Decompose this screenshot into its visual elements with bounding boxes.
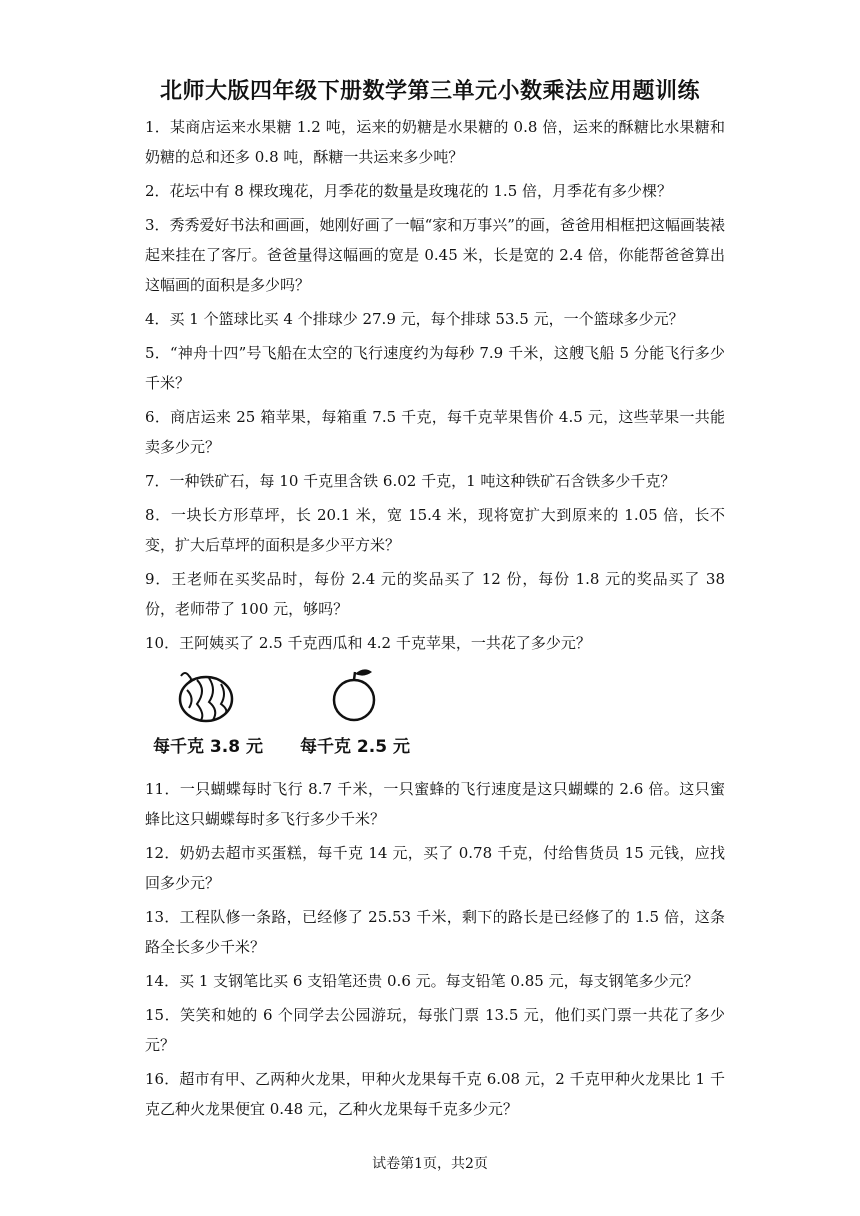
page-title: 北师大版四年级下册数学第三单元小数乘法应用题训练 [159,79,700,104]
question-2: 2．花坛中有 8 棵玫瑰花，月季花的数量是玫瑰花的 1.5 倍，月季花有多少棵？ [145,182,673,200]
question-15: 15．笑笑和她的 6 个同学去公园游玩，每张门票 13.5 元，他们买门票一共花了多少元？ [145,1006,725,1054]
apple-price-label: 每千克 2.5 元 [300,737,410,757]
question-4: 4．买 1 个篮球比买 4 个排球少 27.9 元，每个排球 53.5 元，一个篮球多少元？ [145,310,684,328]
apple-icon [330,666,380,726]
page-footer: 试卷第1页，共2页 [372,1156,488,1172]
question-14: 14．买 1 支钢笔比买 6 支铅笔还贵 0.6 元。每支铅笔 0.85 元，每支钢笔多少元？ [145,972,699,990]
question-13: 13．工程队修一条路，已经修了 25.53 千米，剩下的路长是已经修了的 1.5 倍，这条路全长多少千米？ [145,908,725,956]
question-list [145,112,725,1128]
question-3: 3．秀秀爱好书法和画画，她刚好画了一幅“家和万事兴”的画，爸爸用相框把这幅画装裱起来挂在了客厅。爸爸量得这幅画的宽是 0.45 米，长是宽的 2.4 倍，你能帮爸爸算出这幅画的面积是多少吗？ [145,216,725,294]
fruit-price-figure [145,662,725,762]
question-9: 9．王老师在买奖品时，每份 2.4 元的奖品买了 12 份，每份 1.8 元的奖品买了 38 份，老师带了 100 元，够吗？ [145,570,725,618]
question-12: 12．奶奶去超市买蛋糕，每千克 14 元，买了 0.78 千克，付给售货员 15 元钱，应找回多少元？ [145,844,725,892]
question-8: 8．一块长方形草坪，长 20.1 米，宽 15.4 米，现将宽扩大到原来的 1.05 倍，长不变，扩大后草坪的面积是多少平方米？ [145,506,725,554]
question-16: 16．超市有甲、乙两种火龙果，甲种火龙果每千克 6.08 元，2 千克甲种火龙果比 1 千克乙种火龙果便宜 0.48 元，乙种火龙果每千克多少元？ [145,1070,725,1118]
question-1: 1．某商店运来水果糖 1.2 吨，运来的奶糖是水果糖的 0.8 倍，运来的酥糖比水果糖和奶糖的总和还多 0.8 吨，酥糖一共运来多少吨？ [145,118,725,166]
question-11: 11．一只蝴蝶每时飞行 8.7 千米，一只蜜蜂的飞行速度是这只蝴蝶的 2.6 倍。这只蜜蜂比这只蝴蝶每时多飞行多少千米？ [145,780,725,828]
question-6: 6．商店运来 25 箱苹果，每箱重 7.5 千克，每千克苹果售价 4.5 元，这些苹果一共能卖多少元？ [145,408,725,456]
watermelon-price-label: 每千克 3.8 元 [153,737,263,757]
question-7: 7．一种铁矿石，每 10 千克里含铁 6.02 千克，1 吨这种铁矿石含铁多少千克？ [145,472,676,490]
question-5: 5．“神舟十四”号飞船在太空的飞行速度约为每秒 7.9 千米，这艘飞船 5 分能飞行多少千米？ [145,344,725,392]
question-10: 10．王阿姨买了 2.5 千克西瓜和 4.2 千克苹果，一共花了多少元？ [145,634,591,652]
watermelon-icon [175,668,237,724]
